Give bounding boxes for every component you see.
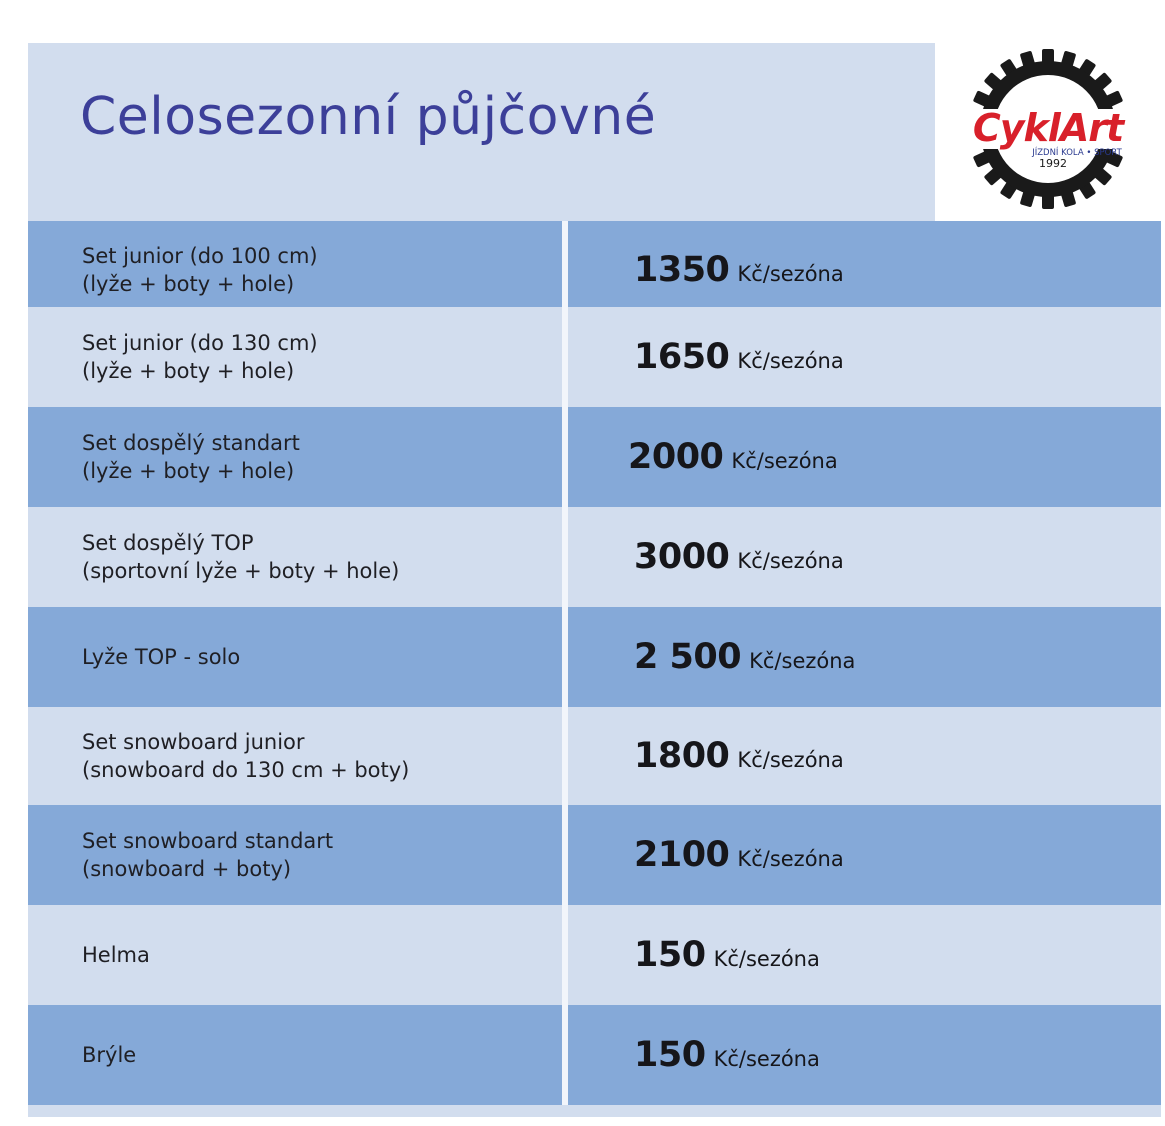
item-label [82, 827, 333, 883]
item-label-line: Set snowboard standart [82, 829, 334, 853]
price-unit: Kč/sezóna [737, 349, 844, 373]
price-unit: Kč/sezóna [737, 262, 844, 286]
column-divider [562, 221, 568, 1105]
table-row [28, 805, 1161, 905]
item-price [634, 1035, 820, 1075]
price-unit: Kč/sezóna [737, 847, 844, 871]
item-label-line: Helma [82, 943, 150, 967]
price-table [28, 221, 1161, 1105]
item-label-line: Set snowboard junior [82, 730, 305, 754]
item-label-line: Set junior (do 100 cm) [82, 244, 318, 268]
item-label-line: (snowboard do 130 cm + boty) [82, 758, 410, 782]
header [28, 43, 934, 221]
price-unit: Kč/sezóna [713, 947, 820, 971]
table-row [28, 1005, 1161, 1105]
item-label-line: Lyže TOP - solo [82, 645, 241, 669]
item-price [634, 736, 844, 776]
price-unit: Kč/sezóna [749, 649, 856, 673]
price-amount: 1800 [634, 736, 730, 776]
price-unit: Kč/sezóna [731, 449, 838, 473]
item-label [82, 329, 318, 385]
price-amount: 1650 [634, 337, 730, 377]
item-price [634, 935, 820, 975]
item-label-line: Set junior (do 130 cm) [82, 331, 318, 355]
table-row [28, 507, 1161, 607]
price-amount: 1350 [634, 250, 730, 290]
item-label-line: Set dospělý TOP [82, 531, 254, 555]
footer-strip [28, 1105, 1161, 1117]
item-label [82, 529, 399, 585]
price-amount: 2100 [634, 835, 730, 875]
item-label-line: Brýle [82, 1043, 137, 1067]
item-price [634, 637, 855, 677]
item-label-line: (snowboard + boty) [82, 857, 292, 881]
item-price [628, 437, 838, 477]
item-label-line: Set dospělý standart [82, 431, 300, 455]
table-row [28, 407, 1161, 507]
table-row [28, 607, 1161, 707]
item-label-line: (sportovní lyže + boty + hole) [82, 559, 400, 583]
logo-tagline-text: JÍZDNÍ KOLA • SPORT [1032, 148, 1122, 158]
table-row [28, 221, 1161, 319]
item-label-line: (lyže + boty + hole) [82, 459, 295, 483]
page-title: Celosezonní půjčovné [80, 87, 657, 147]
item-price [634, 250, 844, 290]
item-price [634, 835, 844, 875]
item-label-line: (lyže + boty + hole) [82, 272, 295, 296]
brand-logo [935, 43, 1161, 221]
table-row [28, 307, 1161, 407]
price-amount: 150 [634, 935, 706, 975]
price-unit: Kč/sezóna [713, 1047, 820, 1071]
item-label [82, 429, 300, 485]
logo-year-text: 1992 [1039, 157, 1067, 170]
item-label [82, 643, 240, 671]
item-price [634, 337, 844, 377]
price-unit: Kč/sezóna [737, 748, 844, 772]
logo-brand-text: CyklArt [972, 106, 1124, 150]
price-amount: 2 500 [634, 637, 742, 677]
table-row [28, 707, 1161, 805]
price-amount: 2000 [628, 437, 724, 477]
item-label [82, 1041, 136, 1069]
price-amount: 3000 [634, 537, 730, 577]
item-label [82, 728, 409, 784]
price-unit: Kč/sezóna [737, 549, 844, 573]
item-price [634, 537, 844, 577]
item-label-line: (lyže + boty + hole) [82, 359, 295, 383]
cyklart-logo-icon [935, 43, 1161, 221]
item-label [82, 941, 150, 969]
price-amount: 150 [634, 1035, 706, 1075]
item-label [82, 242, 318, 298]
table-row [28, 905, 1161, 1005]
